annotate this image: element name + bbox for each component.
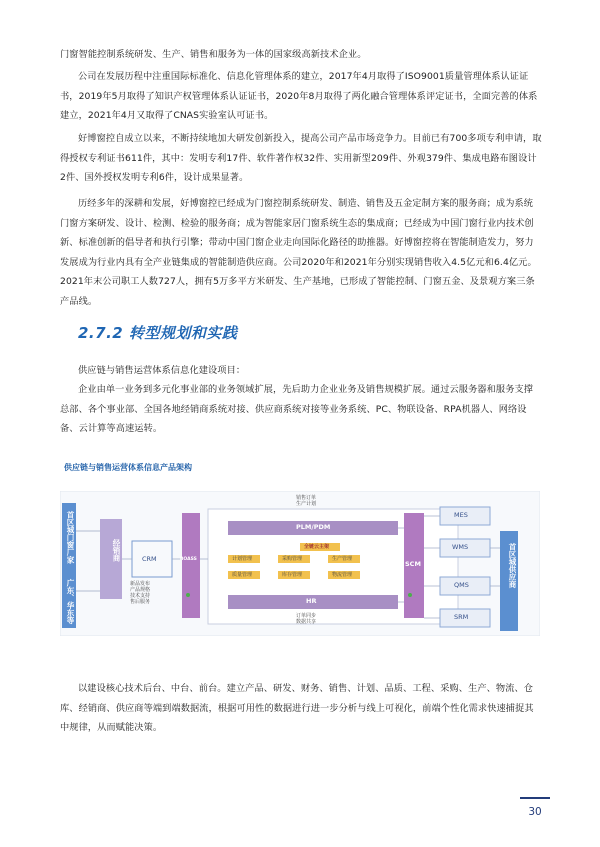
figure-caption: 供应链与销售运营体系信息产品架构 (64, 463, 192, 472)
cell-label-3: 生产管理 (332, 556, 353, 562)
right-band-label: 首区城供应商 (508, 543, 517, 588)
paragraph-2: 公司在发展历程中注重国际标准化、信息化管理体系的建立，2017年4月取得了ISO9001质量管理体系认证证书，2019年5月取得了知识产权管理体系认证证书，2020年8月取得了两化融合管理体系评定证书，全面完善的体系建立，2021年4月又取得了CNAS实验室认可证书。 (60, 71, 538, 121)
srm-label: SRM (454, 613, 469, 621)
section-title: 2.7.2 转型规划和实践 (78, 324, 238, 342)
cell-label-6: 物流管理 (332, 572, 353, 578)
paragraph-6: 企业由单一业务到多元化事业部的业务领域扩展，先后助力企业业务及销售规模扩展。通过云服务器和服务支撑总部、各个事业部、全国各地经销商系统对接、供应商系统对接等业务系统、PC、物联设备、RPA机器人、网络设备、云计算等高速运转。 (60, 384, 534, 434)
scm-label: SCM (405, 560, 421, 568)
bottom-note: 订单同步 数据共享 (296, 613, 317, 625)
center-label: 全链云主架 (304, 544, 330, 550)
footer-rule (520, 797, 550, 799)
plm-label: PLM/PDM (296, 523, 331, 531)
paragraph-3: 好博窗控自成立以来，不断持续地加大研发创新投入，提高公司产品市场竞争力。目前已有700多项专利申请，取得授权专利证书611件，其中：发明专利17件、软件著作权32件、实用新型209件、外观379件、集成电路布图设计2件、国外授权发明专利6件，设计成果显著。 (60, 133, 542, 183)
qms-label: QMS (454, 581, 469, 589)
left-band-label: 首区城门窗厂家 (66, 511, 75, 564)
cell-label-1: 计划管理 (232, 556, 253, 562)
cell-label-2: 采购管理 (282, 556, 303, 562)
paragraph-7: 以建设核心技术后台、中台、前台。建立产品、研发、财务、销售、计划、品质、工程、采购、生产、物流、仓库、经销商、供应商等端到端数据流，根据可用性的数据进行进一步分析与线上可视化，前端个性化需求快速捕捉其中规律，从而赋能决策。 (60, 683, 534, 733)
boass-column (182, 513, 200, 618)
wms-label: WMS (452, 543, 469, 551)
cell-label-4: 质量管理 (232, 572, 253, 578)
mes-label: MES (454, 511, 468, 519)
boass-label: BOASS (180, 557, 197, 562)
architecture-diagram (60, 491, 540, 636)
paragraph-5: 供应链与销售运营体系信息化建设项目： (78, 365, 246, 376)
cell-label-5: 库存管理 (282, 572, 303, 578)
crm-label: CRM (142, 555, 157, 563)
paragraph-1: 门窗智能控制系统研发、生产、销售和服务为一体的国家级高新技术企业。 (60, 49, 367, 60)
left-band-label-2: 广东、华东等 (66, 579, 75, 624)
left-notes: 新品发布 产品规格 技术支持 售后服务 (130, 581, 151, 605)
paragraph-4: 历经多年的深耕和发展，好博窗控已经成为门窗控制系统研发、制造、销售及五金定制方案的服务商；成为系统门窗方案研发、设计、检测、检验的服务商；成为智能家居门窗系统生态的集成商；已经成为中国门窗行业内技术创新、标准创新的倡导者和执行引擎；带动中国门窗企业走向国际化路径的助推器。好博窗控将在智能制造发力，努力发展成为行业内具有全产业链集成的智能制造供应商。公司2020年和2021年分别实现销售收入4.5亿元和6.4亿元。2021年末公司职工人数727人，拥有5万多平方米研发、生产基地，已形成了智能控制、门窗五金、及景观方案三条产品线。 (60, 198, 537, 307)
hr-label: HR (306, 597, 317, 605)
page-number: 30 (528, 806, 542, 818)
dealer-label: 经销商 (112, 539, 121, 562)
top-note: 销售订单 生产计划 (296, 495, 317, 507)
